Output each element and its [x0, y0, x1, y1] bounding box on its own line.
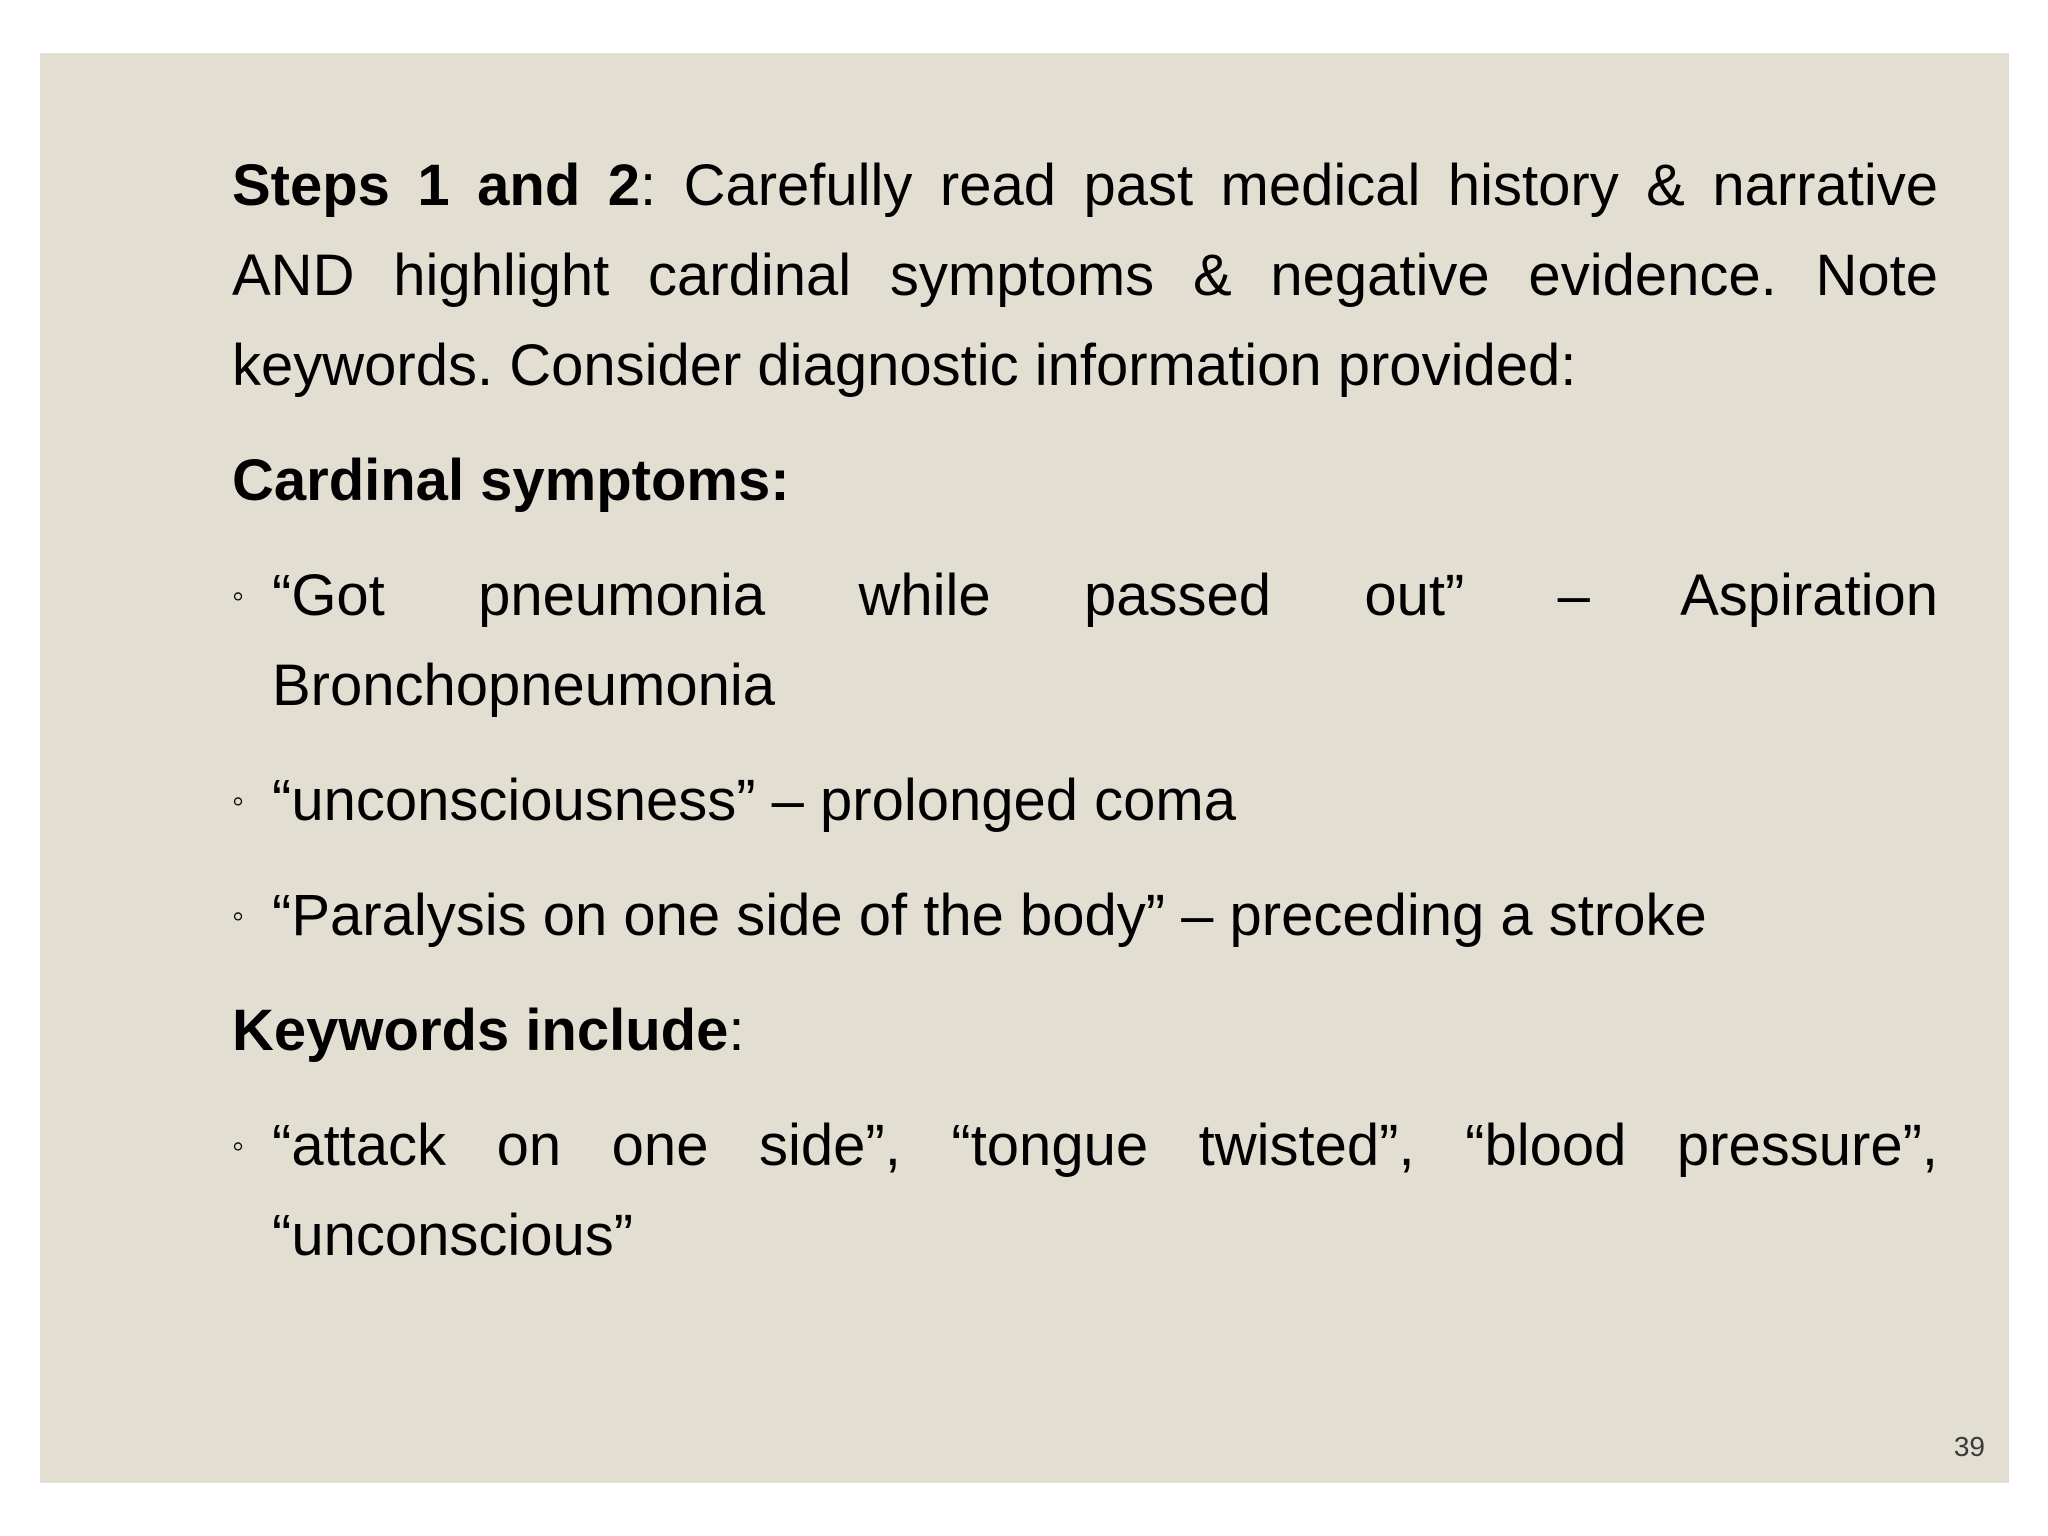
list-item-text: “unconsciousness” – prolonged coma	[272, 768, 1236, 833]
bullet-circle-icon: ◦	[232, 1127, 245, 1165]
list-item-text: “attack on one side”, “tongue twisted”, “blood pressure”, “unconscious”	[272, 1113, 1938, 1268]
list-item-text: “Paralysis on one side of the body” – preceding a stroke	[272, 883, 1707, 948]
list-item-text: “Got pneumonia while passed out” – Aspiration Bronchopneumonia	[272, 563, 1938, 718]
list-item	[232, 1101, 1938, 1281]
cardinal-symptoms-heading: Cardinal symptoms:	[232, 448, 790, 513]
list-item	[232, 871, 1938, 961]
intro-paragraph	[232, 141, 1938, 411]
keywords-heading-bold: Keywords include	[232, 998, 729, 1063]
slide	[40, 53, 2009, 1483]
list-item	[232, 756, 1938, 846]
keywords-heading-suffix: :	[728, 998, 745, 1063]
intro-bold-lead: Steps 1 and 2	[232, 153, 640, 218]
keywords-heading	[232, 986, 1938, 1076]
bullet-circle-icon: ◦	[232, 577, 245, 615]
intro-text: : Carefully read past medical history & narrative AND highlight cardinal symptoms & negative evidence. Note keywords. Consider diagnostic information provided:	[232, 153, 1938, 398]
list-item	[232, 551, 1938, 731]
bullet-circle-icon: ◦	[232, 897, 245, 935]
page-number: 39	[1953, 1431, 1985, 1462]
slide-content	[232, 141, 1938, 1306]
bullet-circle-icon: ◦	[232, 782, 245, 820]
